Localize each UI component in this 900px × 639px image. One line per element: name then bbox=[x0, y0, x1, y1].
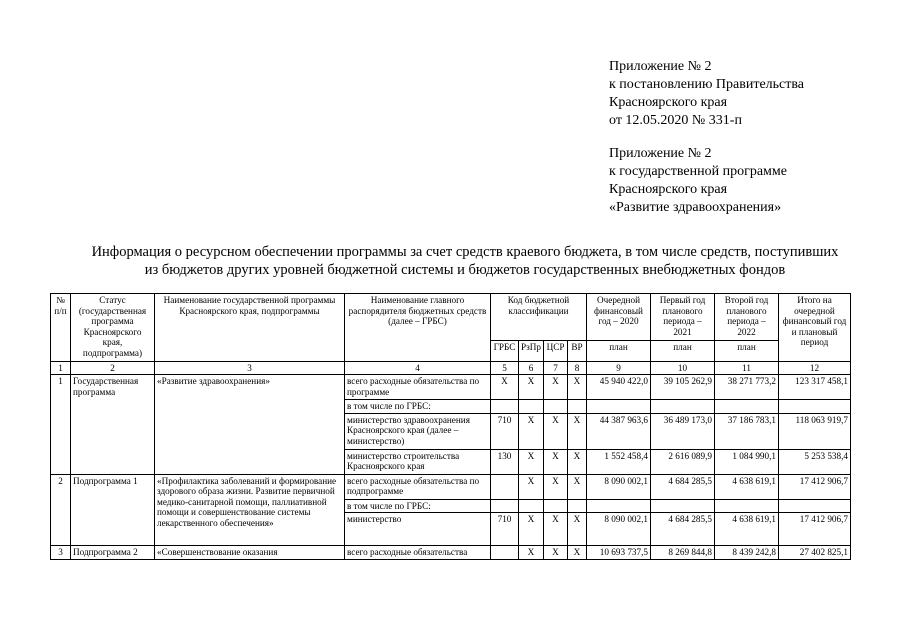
row-num: 3 bbox=[51, 546, 71, 560]
appendix-decree-line: от 12.05.2020 № 331-п bbox=[609, 113, 742, 128]
row-num: 1 bbox=[51, 375, 71, 475]
row-status: Государственная программа bbox=[71, 375, 155, 475]
row-grbs-label: в том числе по ГРБС: bbox=[345, 499, 491, 513]
column-number: 10 bbox=[651, 362, 715, 375]
appendix-program-line: к государственной программе bbox=[609, 164, 787, 179]
cell-vr: X bbox=[568, 546, 587, 560]
header-grbs-code: ГРБС bbox=[491, 341, 519, 362]
table-row bbox=[51, 474, 851, 499]
cell-2022: 37 186 783,1 bbox=[715, 413, 779, 449]
cell-2022: 4 638 619,1 bbox=[715, 513, 779, 546]
header-plan: план bbox=[587, 341, 651, 362]
column-number: 8 bbox=[568, 362, 587, 375]
header-code: Код бюджетной классификации bbox=[491, 294, 587, 341]
column-number: 12 bbox=[779, 362, 851, 375]
header-name: Наименование государственной программы Красноярского края, подпрограммы bbox=[155, 294, 345, 362]
cell-csr: X bbox=[544, 413, 568, 449]
appendix-decree bbox=[609, 58, 804, 130]
cell-2021: 8 269 844,8 bbox=[651, 546, 715, 560]
cell-vr: X bbox=[568, 474, 587, 499]
cell-vr: X bbox=[568, 375, 587, 400]
column-number: 2 bbox=[71, 362, 155, 375]
appendix-decree-line: Приложение № 2 bbox=[609, 59, 712, 74]
cell-2022: 38 271 773,2 bbox=[715, 375, 779, 400]
cell-rzpr: X bbox=[519, 513, 544, 546]
header-vr: ВР bbox=[568, 341, 587, 362]
row-grbs-label: всего расходные обязательства bbox=[345, 546, 491, 560]
header-csr: ЦСР bbox=[544, 341, 568, 362]
row-grbs-label: всего расходные обязательства по программе bbox=[345, 375, 491, 400]
cell-rzpr: X bbox=[519, 546, 544, 560]
cell-rzpr: X bbox=[519, 449, 544, 474]
header-2021: Первый год планового периода – 2021 bbox=[651, 294, 715, 341]
column-number: 3 bbox=[155, 362, 345, 375]
title-line-1: Информация о ресурсном обеспечении программы за счет средств краевого бюджета, в том числе средств, поступивших bbox=[91, 244, 839, 260]
cell-total: 17 412 906,7 bbox=[779, 513, 851, 546]
header-2022: Второй год планового периода – 2022 bbox=[715, 294, 779, 341]
cell-grbs-code: X bbox=[491, 375, 519, 400]
resource-table bbox=[50, 293, 851, 560]
cell-2020: 10 693 737,5 bbox=[587, 546, 651, 560]
column-number: 4 bbox=[345, 362, 491, 375]
row-name: «Совершенствование оказания bbox=[155, 546, 345, 560]
cell-2020: 45 940 422,0 bbox=[587, 375, 651, 400]
row-num: 2 bbox=[51, 474, 71, 546]
table-row bbox=[51, 375, 851, 400]
cell-2020: 8 090 002,1 bbox=[587, 474, 651, 499]
cell-grbs-code: 130 bbox=[491, 449, 519, 474]
cell-csr: X bbox=[544, 449, 568, 474]
table-row bbox=[51, 546, 851, 560]
cell-total: 17 412 906,7 bbox=[779, 474, 851, 499]
cell-grbs-code bbox=[491, 474, 519, 499]
cell-2020: 8 090 002,1 bbox=[587, 513, 651, 546]
header-num: № п/п bbox=[51, 294, 71, 362]
cell-rzpr: X bbox=[519, 413, 544, 449]
cell-csr: X bbox=[544, 546, 568, 560]
column-number: 5 bbox=[491, 362, 519, 375]
cell-2021: 4 684 285,5 bbox=[651, 474, 715, 499]
cell-total: 5 253 538,4 bbox=[779, 449, 851, 474]
header-plan: план bbox=[715, 341, 779, 362]
column-number: 9 bbox=[587, 362, 651, 375]
row-grbs-label: министерство строительства Красноярского края bbox=[345, 449, 491, 474]
row-name: «Профилактика заболеваний и формирование здорового образа жизни. Развитие первичной медико-санитарной помощи, паллиативной помощи и совершенствование системы лекарственного обеспечения» bbox=[155, 474, 345, 546]
cell-grbs-code bbox=[491, 546, 519, 560]
header-rzpr: РзПр bbox=[519, 341, 544, 362]
cell-total: 123 317 458,1 bbox=[779, 375, 851, 400]
appendix-program-line: Приложение № 2 bbox=[609, 146, 712, 161]
appendix-program-line: Красноярского края bbox=[609, 182, 728, 197]
cell-csr: X bbox=[544, 375, 568, 400]
cell-2022: 4 638 619,1 bbox=[715, 474, 779, 499]
cell-vr: X bbox=[568, 449, 587, 474]
header-plan: план bbox=[651, 341, 715, 362]
column-number: 6 bbox=[519, 362, 544, 375]
header-status: Статус (государственная программа Красноярского края, подпрограмма) bbox=[71, 294, 155, 362]
header-total: Итого на очередной финансовый год и плановый период bbox=[779, 294, 851, 362]
appendix-decree-line: Красноярского края bbox=[609, 95, 728, 110]
row-status: Подпрограмма 1 bbox=[71, 474, 155, 546]
cell-2022: 8 439 242,8 bbox=[715, 546, 779, 560]
column-number: 11 bbox=[715, 362, 779, 375]
cell-vr: X bbox=[568, 413, 587, 449]
cell-total: 27 402 825,1 bbox=[779, 546, 851, 560]
appendix-program-line: «Развитие здравоохранения» bbox=[609, 200, 782, 215]
header-2020: Очередной финансовый год – 2020 bbox=[587, 294, 651, 341]
cell-csr: X bbox=[544, 474, 568, 499]
title-line-2: из бюджетов других уровней бюджетной системы и бюджетов государственных внебюджетных фондов bbox=[144, 262, 786, 278]
column-number: 1 bbox=[51, 362, 71, 375]
row-name: «Развитие здравоохранения» bbox=[155, 375, 345, 475]
appendix-decree-line: к постановлению Правительства bbox=[609, 77, 805, 92]
row-grbs-label: министерство здравоохранения Красноярского края (далее – министерство) bbox=[345, 413, 491, 449]
cell-2020: 44 387 963,6 bbox=[587, 413, 651, 449]
cell-rzpr: X bbox=[519, 474, 544, 499]
cell-grbs-code: 710 bbox=[491, 513, 519, 546]
cell-grbs-code: 710 bbox=[491, 413, 519, 449]
cell-2020: 1 552 458,4 bbox=[587, 449, 651, 474]
cell-rzpr: X bbox=[519, 375, 544, 400]
cell-2022: 1 084 990,1 bbox=[715, 449, 779, 474]
document-title bbox=[50, 243, 880, 279]
cell-2021: 4 684 285,5 bbox=[651, 513, 715, 546]
column-number-row bbox=[51, 362, 851, 375]
cell-2021: 39 105 262,9 bbox=[651, 375, 715, 400]
row-grbs-label: в том числе по ГРБС: bbox=[345, 400, 491, 414]
header-grbs: Наименование главного распорядителя бюджетных средств (далее – ГРБС) bbox=[345, 294, 491, 362]
table-header-row bbox=[51, 294, 851, 341]
cell-2021: 2 616 089,9 bbox=[651, 449, 715, 474]
appendix-program bbox=[609, 145, 787, 217]
row-status: Подпрограмма 2 bbox=[71, 546, 155, 560]
cell-total: 118 063 919,7 bbox=[779, 413, 851, 449]
row-grbs-label: министерство bbox=[345, 513, 491, 546]
cell-csr: X bbox=[544, 513, 568, 546]
row-grbs-label: всего расходные обязательства по подпрограмме bbox=[345, 474, 491, 499]
cell-2021: 36 489 173,0 bbox=[651, 413, 715, 449]
cell-vr: X bbox=[568, 513, 587, 546]
column-number: 7 bbox=[544, 362, 568, 375]
